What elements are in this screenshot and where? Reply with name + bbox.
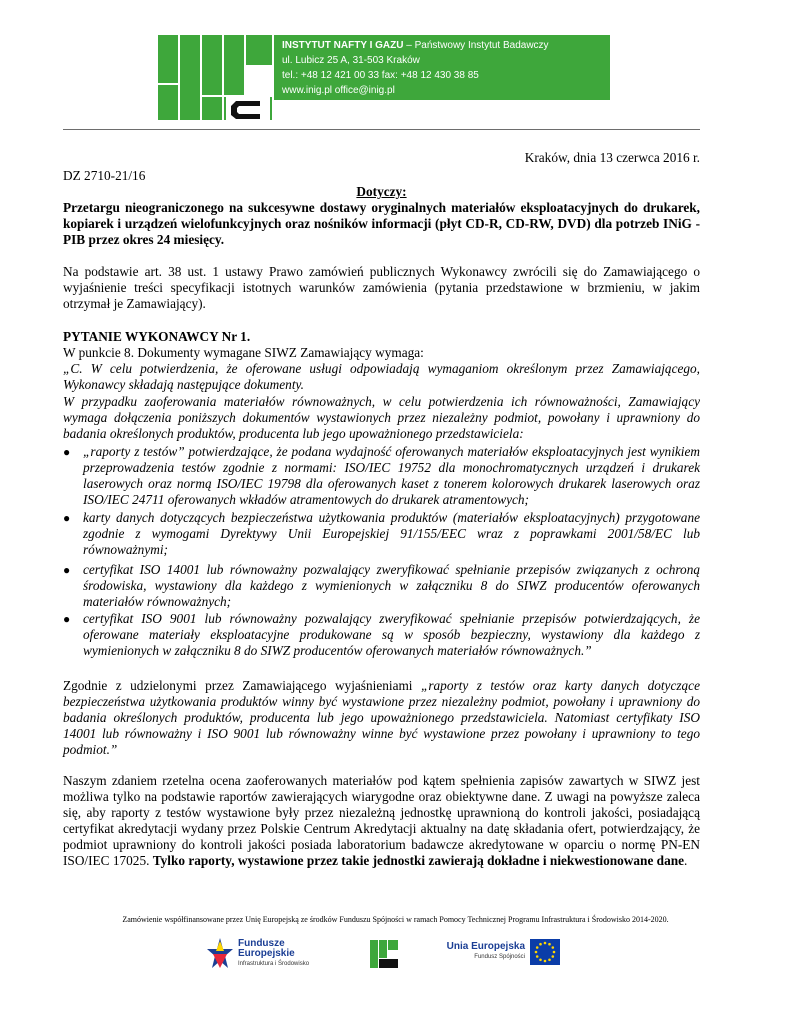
institute-address: ul. Lubicz 25 A, 31-503 Kraków — [282, 55, 420, 66]
bullet-icon: ● — [63, 563, 71, 577]
header-divider — [63, 129, 700, 130]
list-item — [63, 444, 700, 508]
list-item-text: certyfikat ISO 9001 lub równoważny pozwalający zweryfikować spełnianie przepisów potwierdzających, że oferowane materiały eksploatacyjne produkowane są w sposób bezpieczny, wystawiony dla każdego z wymienionych w załączniku 8 do SIWZ producentów oferowanych materiałów równoważnych.” — [83, 611, 700, 658]
ue-line-2: Fundusz Spójności — [474, 954, 525, 960]
bullet-icon: ● — [63, 445, 71, 459]
inig-logo — [158, 35, 272, 120]
intro-paragraph: Na podstawie art. 38 ust. 1 ustawy Prawo zamówień publicznych Wykonawcy zwrócili się do Zamawiającego o wyjaśnienie treści specyfikacji istotnych warunków zamówienia (pytania przedstawione w brzmieniu, w jakim otrzymał je Zamawiający). — [63, 264, 700, 311]
clarification-paragraph — [63, 678, 700, 758]
subject-label: Dotyczy: — [356, 184, 407, 199]
cofinancing-note: Zamówienie współfinansowane przez Unię Europejską ze środków Funduszu Spójności w ramach Pomocy Technicznej Programu Infrastruktura i Środowisko 2014-2020. — [122, 915, 669, 924]
list-item-text: „raporty z testów” potwierdzające, że podana wydajność oferowanych materiałów eksploatacyjnych jest wynikiem przeprowadzenia testów zgodnie z normami: ISO/IEC 19752 dla monochromatycznych urządzeń i drukarek laserowych oraz normą ISO/IEC 19798 dla oferowanych kaset z tonerem kolorowych drukarek laserowych oraz ISO/IEC 24711 oferowanych wkładów atramentowych do drukarek atramentowych; — [83, 444, 700, 507]
institute-banner — [274, 35, 610, 100]
opinion-end: . — [684, 853, 688, 868]
opinion-paragraph — [63, 773, 700, 869]
list-item — [63, 562, 700, 610]
opinion-emphasis: Tylko raporty, wystawione przez takie jednostki zawierają dokładne i niekwestionowane dane — [152, 853, 685, 868]
unia-europejska-logo — [441, 938, 561, 970]
institute-status: – Państwowy Instytut Badawczy — [403, 40, 549, 51]
fe-line-1: Fundusze — [238, 938, 285, 949]
quote-paragraph-2: W przypadku zaoferowania materiałów równoważnych, w celu potwierdzenia ich równoważności, Zamawiający wymaga dołączenia poniższych dokumentów wystawionych przez niezależny podmiot, powołany i uprawniony do badania określonych produktów, producenta lub jego upoważnionego przedstawiciela: — [63, 394, 700, 441]
list-item-text: karty danych dotyczących bezpieczeństwa użytkowania produktów (materiałów eksploatacyjnych) przygotowane zgodnie z wymogami Dyrektywy Unii Europejskiej 91/155/EEC wraz z poprawkami 2001/58/EC lub równoważnymi; — [83, 510, 700, 557]
institute-phone: tel.: +48 12 421 00 33 fax: +48 12 430 38 85 — [282, 70, 479, 81]
institute-name: INSTYTUT NAFTY I GAZU — [282, 40, 404, 51]
eu-flag-icon — [530, 939, 560, 965]
fe-line-3: Infrastruktura i Środowisko — [238, 961, 310, 967]
inig-logo-c-mark — [226, 97, 270, 120]
place-date: Kraków, dnia 13 czerwca 2016 r. — [524, 150, 700, 165]
list-item-text: certyfikat ISO 14001 lub równoważny pozwalający zweryfikować spełnianie przepisów związanych z ochroną środowiska, wystawiony dla każdego z wymienionych w załączniku 8 do SIWZ producentów oferowanych materiałów równoważnych; — [83, 562, 700, 609]
fe-star-icon — [207, 938, 233, 970]
fe-line-2: Europejskie — [238, 948, 295, 959]
ue-line-1: Unia Europejska — [446, 941, 525, 952]
opinion-text: Naszym zdaniem rzetelna ocena zaoferowanych materiałów pod kątem spełnienia zapisów zawartych w SIWZ jest możliwa tylko na podstawie raportów zawierających wiarygodne oraz obiektywne dane. Z uwagi na powyższe zaleca się, aby raporty z testów wystawione były przez niezależną jednostkę uprawnioną do kontroli jakości, posiadającą certyfikat akredytacji wydany przez Polskie Centrum Akredytacji aktualny na datę składania ofert, potwierdzający, że podmiot uprawniony do kontroli jakości posiada laboratorium badawcze akredytowane w oparciu o normę PN-EN ISO/IEC 17025. — [63, 773, 700, 868]
list-item — [63, 510, 700, 558]
reference-number: DZ 2710-21/16 — [63, 168, 146, 183]
bullet-icon: ● — [63, 511, 71, 525]
list-item — [63, 611, 700, 659]
clarification-quote: „raporty z testów oraz karty danych dotyczące bezpieczeństwa użytkowania produktów winny być wystawione przez niezależny podmiot, powołany i uprawniony do badania określonych produktów, producenta lub jego upoważnionego przedstawiciela. Natomiast certyfikaty ISO 14001 lub równoważny i ISO 9001 lub równoważny winne być wystawione przez powołany i uprawniony to tego podmiot.” — [63, 678, 700, 757]
question-title: PYTANIE WYKONAWCY Nr 1. — [63, 329, 251, 344]
quote-paragraph-1: „C. W celu potwierdzenia, że oferowane usługi odpowiadają wymaganiom określonym przez Zamawiającego, Wykonawcy składają następujące dokumenty. — [63, 361, 700, 392]
clarification-lead: Zgodnie z udzielonymi przez Zamawiającego wyjaśnieniami — [63, 678, 421, 693]
question-line: W punkcie 8. Dokumenty wymagane SIWZ Zamawiający wymaga: — [63, 345, 424, 360]
inig-small-logo — [370, 940, 398, 968]
fundusze-europejskie-logo — [207, 937, 337, 971]
institute-web[interactable]: www.inig.pl office@inig.pl — [282, 85, 395, 96]
bullet-icon: ● — [63, 612, 71, 626]
subject-text: Przetargu nieograniczonego na sukcesywne dostawy oryginalnych materiałów eksploatacyjnych do drukarek, kopiarek i urządzeń wielofunkcyjnych oraz nośników informacji (płyt CD-R, CD-RW, DVD) dla potrzeb INiG - PIB przez okres 24 miesięcy. — [63, 200, 700, 247]
